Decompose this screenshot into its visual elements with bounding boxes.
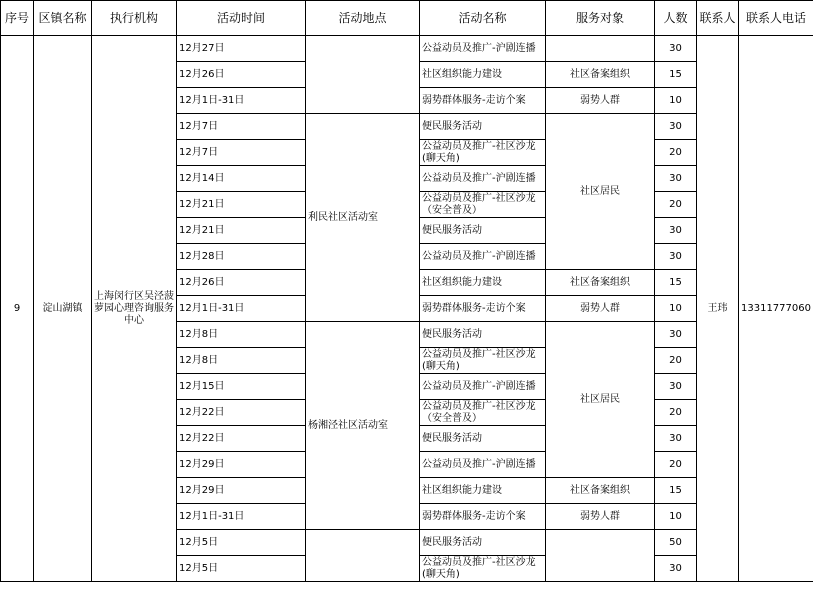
target-cell-empty <box>546 36 655 62</box>
row-date: 12月7日 <box>177 114 306 140</box>
header-org: 执行机构 <box>92 1 177 36</box>
row-count: 30 <box>655 374 697 400</box>
row-target: 弱势人群 <box>546 88 655 114</box>
row-date: 12月5日 <box>177 530 306 556</box>
row-date: 12月27日 <box>177 36 306 62</box>
row-count: 20 <box>655 192 697 218</box>
group-org: 上海闵行区吴泾菠萝园心理咨询服务中心 <box>92 36 177 582</box>
row-activity: 便民服务活动 <box>420 322 546 348</box>
header-phone: 联系人电话 <box>739 1 813 36</box>
row-count: 30 <box>655 218 697 244</box>
header-time: 活动时间 <box>177 1 306 36</box>
row-activity: 社区组织能力建设 <box>420 62 546 88</box>
table-row <box>1 36 813 62</box>
row-activity: 社区组织能力建设 <box>420 270 546 296</box>
row-count: 30 <box>655 244 697 270</box>
row-count: 10 <box>655 296 697 322</box>
location-cell-empty <box>306 36 420 114</box>
row-count: 20 <box>655 400 697 426</box>
row-date: 12月22日 <box>177 426 306 452</box>
row-count: 30 <box>655 322 697 348</box>
row-count: 50 <box>655 530 697 556</box>
row-activity: 公益动员及推广-沪剧连播 <box>420 374 546 400</box>
row-date: 12月26日 <box>177 62 306 88</box>
header-no: 序号 <box>1 1 34 36</box>
header-target: 服务对象 <box>546 1 655 36</box>
row-date: 12月29日 <box>177 478 306 504</box>
row-date: 12月15日 <box>177 374 306 400</box>
target-cell-empty <box>546 530 655 582</box>
row-count: 30 <box>655 114 697 140</box>
row-count: 20 <box>655 348 697 374</box>
row-date: 12月8日 <box>177 322 306 348</box>
location-cell-empty <box>306 530 420 582</box>
row-activity: 便民服务活动 <box>420 426 546 452</box>
row-date: 12月21日 <box>177 192 306 218</box>
row-target: 社区备案组织 <box>546 478 655 504</box>
row-activity: 便民服务活动 <box>420 530 546 556</box>
row-date: 12月1日-31日 <box>177 88 306 114</box>
row-date: 12月28日 <box>177 244 306 270</box>
header-contact: 联系人 <box>697 1 739 36</box>
row-activity: 公益动员及推广-社区沙龙(聊天角) <box>420 556 546 582</box>
row-date: 12月14日 <box>177 166 306 192</box>
row-location: 利民社区活动室 <box>306 114 420 322</box>
row-target: 社区备案组织 <box>546 62 655 88</box>
row-count: 30 <box>655 36 697 62</box>
row-count: 15 <box>655 62 697 88</box>
row-target: 社区居民 <box>546 322 655 478</box>
row-count: 15 <box>655 270 697 296</box>
row-target: 社区备案组织 <box>546 270 655 296</box>
row-activity: 便民服务活动 <box>420 114 546 140</box>
header-row <box>1 1 813 36</box>
row-target: 社区居民 <box>546 114 655 270</box>
row-location: 杨湘泾社区活动室 <box>306 322 420 530</box>
row-activity: 公益动员及推广-社区沙龙(聊天角) <box>420 140 546 166</box>
row-count: 15 <box>655 478 697 504</box>
row-date: 12月5日 <box>177 556 306 582</box>
row-activity: 公益动员及推广-沪剧连播 <box>420 36 546 62</box>
group-contact: 王玮 <box>697 36 739 582</box>
row-date: 12月22日 <box>177 400 306 426</box>
row-target: 弱势人群 <box>546 296 655 322</box>
group-no: 9 <box>1 36 34 582</box>
row-activity: 便民服务活动 <box>420 218 546 244</box>
header-town: 区镇名称 <box>34 1 92 36</box>
row-count: 10 <box>655 504 697 530</box>
group-town: 淀山湖镇 <box>34 36 92 582</box>
row-count: 30 <box>655 166 697 192</box>
row-count: 20 <box>655 452 697 478</box>
row-activity: 公益动员及推广-沪剧连播 <box>420 244 546 270</box>
header-count: 人数 <box>655 1 697 36</box>
row-date: 12月1日-31日 <box>177 296 306 322</box>
row-date: 12月7日 <box>177 140 306 166</box>
row-activity: 弱势群体服务-走访个案 <box>420 88 546 114</box>
header-activity: 活动名称 <box>420 1 546 36</box>
row-activity: 公益动员及推广-社区沙龙(聊天角) <box>420 348 546 374</box>
row-activity: 公益动员及推广-社区沙龙（安全普及） <box>420 192 546 218</box>
row-activity: 弱势群体服务-走访个案 <box>420 504 546 530</box>
row-activity: 公益动员及推广-沪剧连播 <box>420 452 546 478</box>
row-activity: 公益动员及推广-社区沙龙（安全普及） <box>420 400 546 426</box>
row-target: 弱势人群 <box>546 504 655 530</box>
row-date: 12月8日 <box>177 348 306 374</box>
row-count: 20 <box>655 140 697 166</box>
row-date: 12月26日 <box>177 270 306 296</box>
group-phone: 13311777060 <box>739 36 813 582</box>
row-count: 30 <box>655 556 697 582</box>
row-activity: 社区组织能力建设 <box>420 478 546 504</box>
row-date: 12月1日-31日 <box>177 504 306 530</box>
row-count: 10 <box>655 88 697 114</box>
row-date: 12月21日 <box>177 218 306 244</box>
row-date: 12月29日 <box>177 452 306 478</box>
row-activity: 公益动员及推广-沪剧连播 <box>420 166 546 192</box>
row-activity: 弱势群体服务-走访个案 <box>420 296 546 322</box>
header-location: 活动地点 <box>306 1 420 36</box>
row-count: 30 <box>655 426 697 452</box>
